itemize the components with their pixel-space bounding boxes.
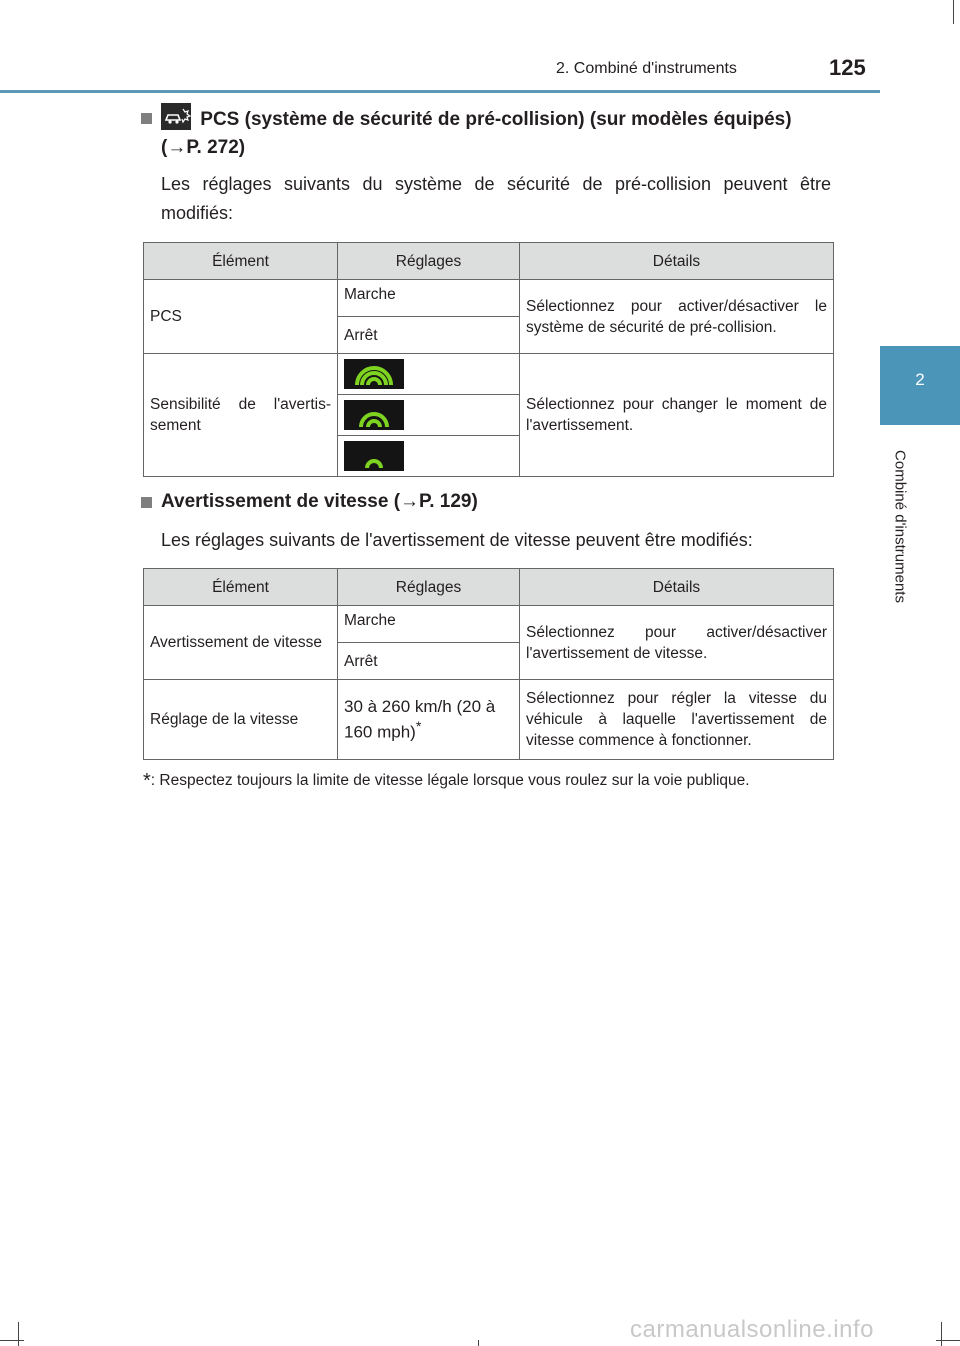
pcs-collision-icon: [161, 103, 191, 130]
detail-cell: Sélectionnez pour régler la vitesse du véhicule à laquelle l'avertissement de vitesse commence à fonctionner.: [520, 680, 834, 760]
footnote-mark: *: [143, 770, 151, 792]
setting-cell: Arrêt: [338, 643, 520, 680]
setting-cell: Marche: [338, 280, 520, 317]
crop-mark: [478, 1340, 479, 1346]
header-rule: [0, 90, 880, 93]
sensitivity-middle-icon: [344, 400, 404, 430]
speed-intro: Les réglages suivants de l'avertissement de vitesse peuvent être modifiés:: [161, 530, 753, 550]
column-header: Détails: [520, 569, 834, 606]
table-row: [144, 680, 834, 760]
chapter-tab-number: 2: [915, 370, 925, 389]
crop-mark: [941, 1322, 942, 1346]
chapter-tab: [880, 346, 960, 425]
pcs-section-title: [161, 103, 841, 162]
footnote: [143, 770, 750, 793]
sensitivity-far-icon: [344, 359, 404, 389]
speed-range: 30 à 260 km/h (20 à 160 mph): [344, 697, 496, 742]
crop-mark: [0, 1340, 24, 1341]
item-cell: Sensibilité de l'avertis-sement: [144, 354, 338, 477]
column-header: Élément: [144, 569, 338, 606]
setting-cell: Arrêt: [338, 317, 520, 354]
crop-mark: [936, 1340, 960, 1341]
chapter-side-label: [890, 433, 910, 623]
chapter-side-label-text: Combiné d'instruments: [891, 450, 909, 603]
column-header: Élément: [144, 243, 338, 280]
pcs-title-line2: (→P. 272): [161, 137, 246, 158]
page-number: 125: [829, 55, 866, 80]
pcs-settings-table: [143, 242, 834, 477]
section-bullet: [141, 113, 152, 124]
detail-cell: Sélectionnez pour activer/désactiver l'avertissement de vitesse.: [520, 606, 834, 680]
footnote-mark: *: [415, 719, 422, 735]
detail-cell: Sélectionnez pour changer le moment de l'avertissement.: [520, 354, 834, 477]
item-cell: Avertissement de vitesse: [144, 606, 338, 680]
crop-mark: [18, 1322, 19, 1346]
table-row: [144, 606, 834, 643]
table-header-row: [144, 243, 834, 280]
crop-mark: [953, 0, 954, 24]
speed-section-title: Avertissement de vitesse (→P. 129): [161, 491, 478, 512]
speed-settings-table: [143, 568, 834, 760]
footnote-text: : Respectez toujours la limite de vitesse légale lorsque vous roulez sur la voie publique.: [150, 772, 750, 789]
pcs-title-line1: PCS (système de sécurité de pré-collision) (sur modèles équipés): [195, 109, 792, 130]
pcs-intro: Les réglages suivants du système de sécurité de pré-collision peuvent être modifiés:: [161, 174, 831, 223]
table-row: [144, 280, 834, 317]
setting-cell: [338, 436, 520, 477]
column-header: Réglages: [338, 569, 520, 606]
watermark: carmanualsonline.info: [630, 1316, 874, 1343]
column-header: Réglages: [338, 243, 520, 280]
setting-cell: [338, 354, 520, 395]
section-bullet: [141, 497, 152, 508]
table-header-row: [144, 569, 834, 606]
item-cell: Réglage de la vitesse: [144, 680, 338, 760]
column-header: Détails: [520, 243, 834, 280]
table-row: [144, 354, 834, 395]
setting-cell: [338, 680, 520, 760]
chapter-title: 2. Combiné d'instruments: [556, 60, 737, 77]
item-cell: PCS: [144, 280, 338, 354]
setting-cell: Marche: [338, 606, 520, 643]
sensitivity-near-icon: [344, 441, 404, 471]
detail-cell: Sélectionnez pour activer/désactiver le système de sécurité de pré-collision.: [520, 280, 834, 354]
setting-cell: [338, 395, 520, 436]
